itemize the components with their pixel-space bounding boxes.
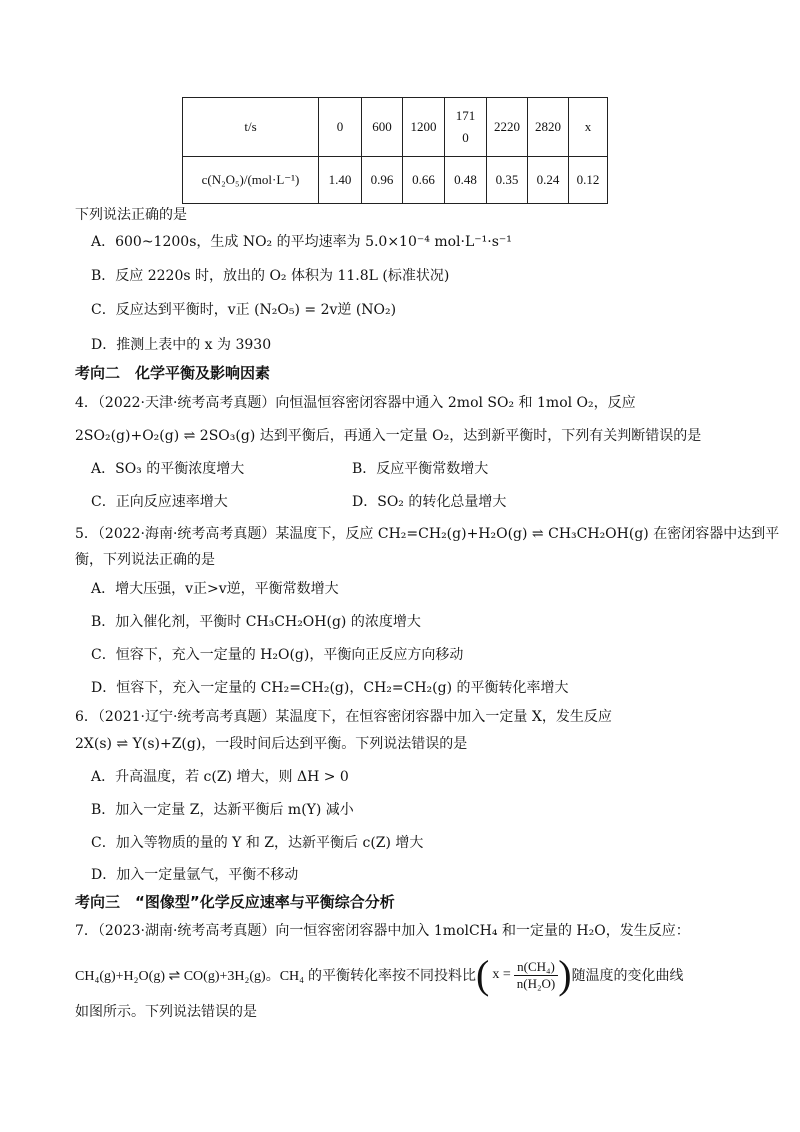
q6-option-b: B．加入一定量 Z，达新平衡后 m(Y) 减小 <box>91 802 354 818</box>
q7-line2 <box>75 952 684 997</box>
ratio-x: x = <box>492 967 511 982</box>
table-cell: 171 0 <box>445 98 487 157</box>
q3-option-a: A．600~1200s，生成 NO₂ 的平均速率为 5.0×10⁻⁴ mol·L⁻¹·s⁻¹ <box>91 234 512 250</box>
table-cell: x <box>569 98 608 157</box>
table-row-concentration <box>183 157 608 204</box>
section-heading-3: 考向三 “图像型”化学反应速率与平衡综合分析 <box>75 893 395 911</box>
table-cell: 0.12 <box>569 157 608 204</box>
table-cell: 2820 <box>528 98 569 157</box>
q4-line2: 2SO₂(g)+O₂(g) ⇌ 2SO₃(g) 达到平衡后，再通入一定量 O₂，达到新平衡时，下列有关判断错误的是 <box>75 428 702 444</box>
q7-equation: CH₄(g)+H₂O(g) ⇌ CO(g)+3H₂(g)。CH₄ <box>75 969 305 984</box>
q3-stem: 下列说法正确的是 <box>75 207 187 223</box>
q7-line1: 7．（2023·湖南·统考高考真题）向一恒容密闭容器中加入 1molCH₄ 和一定量的 H₂O，发生反应： <box>75 923 690 939</box>
data-table <box>182 97 608 204</box>
table-cell: 0.66 <box>403 157 445 204</box>
table-cell: 0.48 <box>445 157 487 204</box>
q7-mid-text: 的平衡转化率按不同投料比 <box>308 968 477 984</box>
ratio-fraction <box>514 959 558 992</box>
table-cell: 2220 <box>487 98 528 157</box>
table-cell: 0.24 <box>528 157 569 204</box>
q7-after-text: 随温度的变化曲线 <box>571 968 684 984</box>
section-heading-2: 考向二 化学平衡及影响因素 <box>75 364 271 382</box>
q5-option-d: D．恒容下，充入一定量的 CH₂=CH₂(g)，CH₂=CH₂(g) 的平衡转化率增大 <box>91 680 569 696</box>
q4-line1: 4．（2022·天津·统考高考真题）向恒温恒容密闭容器中通入 2mol SO₂ 和 1mol O₂，反应 <box>75 395 636 411</box>
q4-option-d: D．SO₂ 的转化总量增大 <box>352 494 507 510</box>
q6-option-d: D．加入一定量氩气，平衡不移动 <box>91 867 299 883</box>
q3-option-d: D．推测上表中的 x 为 3930 <box>91 337 272 353</box>
q3-option-b: B．反应 2220s 时，放出的 O₂ 体积为 11.8L (标准状况) <box>91 268 450 284</box>
table-cell: 0.35 <box>487 157 528 204</box>
q5-option-a: A．增大压强，v正>v逆，平衡常数增大 <box>91 581 339 597</box>
q6-option-a: A．升高温度，若 c(Z) 增大，则 ΔH > 0 <box>91 769 349 785</box>
table-cell: 1200 <box>403 98 445 157</box>
q6-line1: 6．（2021·辽宁·统考高考真题）某温度下，在恒容密闭容器中加入一定量 X，发生反应 <box>75 709 612 725</box>
time-header: t/s <box>183 98 319 157</box>
q4-option-b: B．反应平衡常数增大 <box>352 461 489 477</box>
table-cell: 1.40 <box>319 157 362 204</box>
q6-option-c: C．加入等物质的量的 Y 和 Z，达新平衡后 c(Z) 增大 <box>91 835 424 851</box>
table-cell: 0.96 <box>362 157 403 204</box>
q4-option-a: A．SO₃ 的平衡浓度增大 <box>91 461 245 477</box>
q6-line2: 2X(s) ⇌ Y(s)+Z(g)，一段时间后达到平衡。下列说法错误的是 <box>75 736 468 752</box>
table-row-time <box>183 98 608 157</box>
left-paren: ( <box>476 952 490 997</box>
q5-option-b: B．加入催化剂，平衡时 CH₃CH₂OH(g) 的浓度增大 <box>91 614 421 630</box>
fraction-denominator: n(H₂O) <box>516 975 556 991</box>
concentration-header: c(N₂O₅)/(mol·L⁻¹) <box>183 157 319 204</box>
q5-line2: 衡，下列说法正确的是 <box>75 552 215 568</box>
table-cell: 600 <box>362 98 403 157</box>
q7-line3: 如图所示。下列说法错误的是 <box>75 1004 257 1020</box>
table-cell: 0 <box>319 98 362 157</box>
q4-option-c: C．正向反应速率增大 <box>91 494 228 510</box>
right-paren: ) <box>558 952 572 997</box>
fraction-numerator: n(CH₄) <box>514 959 558 976</box>
q5-line1: 5．（2022·海南·统考高考真题）某温度下，反应 CH₂=CH₂(g)+H₂O(g) ⇌ CH₃CH₂OH(g) 在密闭容器中达到平 <box>75 526 780 542</box>
q3-option-c: C．反应达到平衡时，v正 (N₂O₅) = 2v逆 (NO₂) <box>91 302 397 318</box>
q5-option-c: C．恒容下，充入一定量的 H₂O(g)，平衡向正反应方向移动 <box>91 647 464 663</box>
